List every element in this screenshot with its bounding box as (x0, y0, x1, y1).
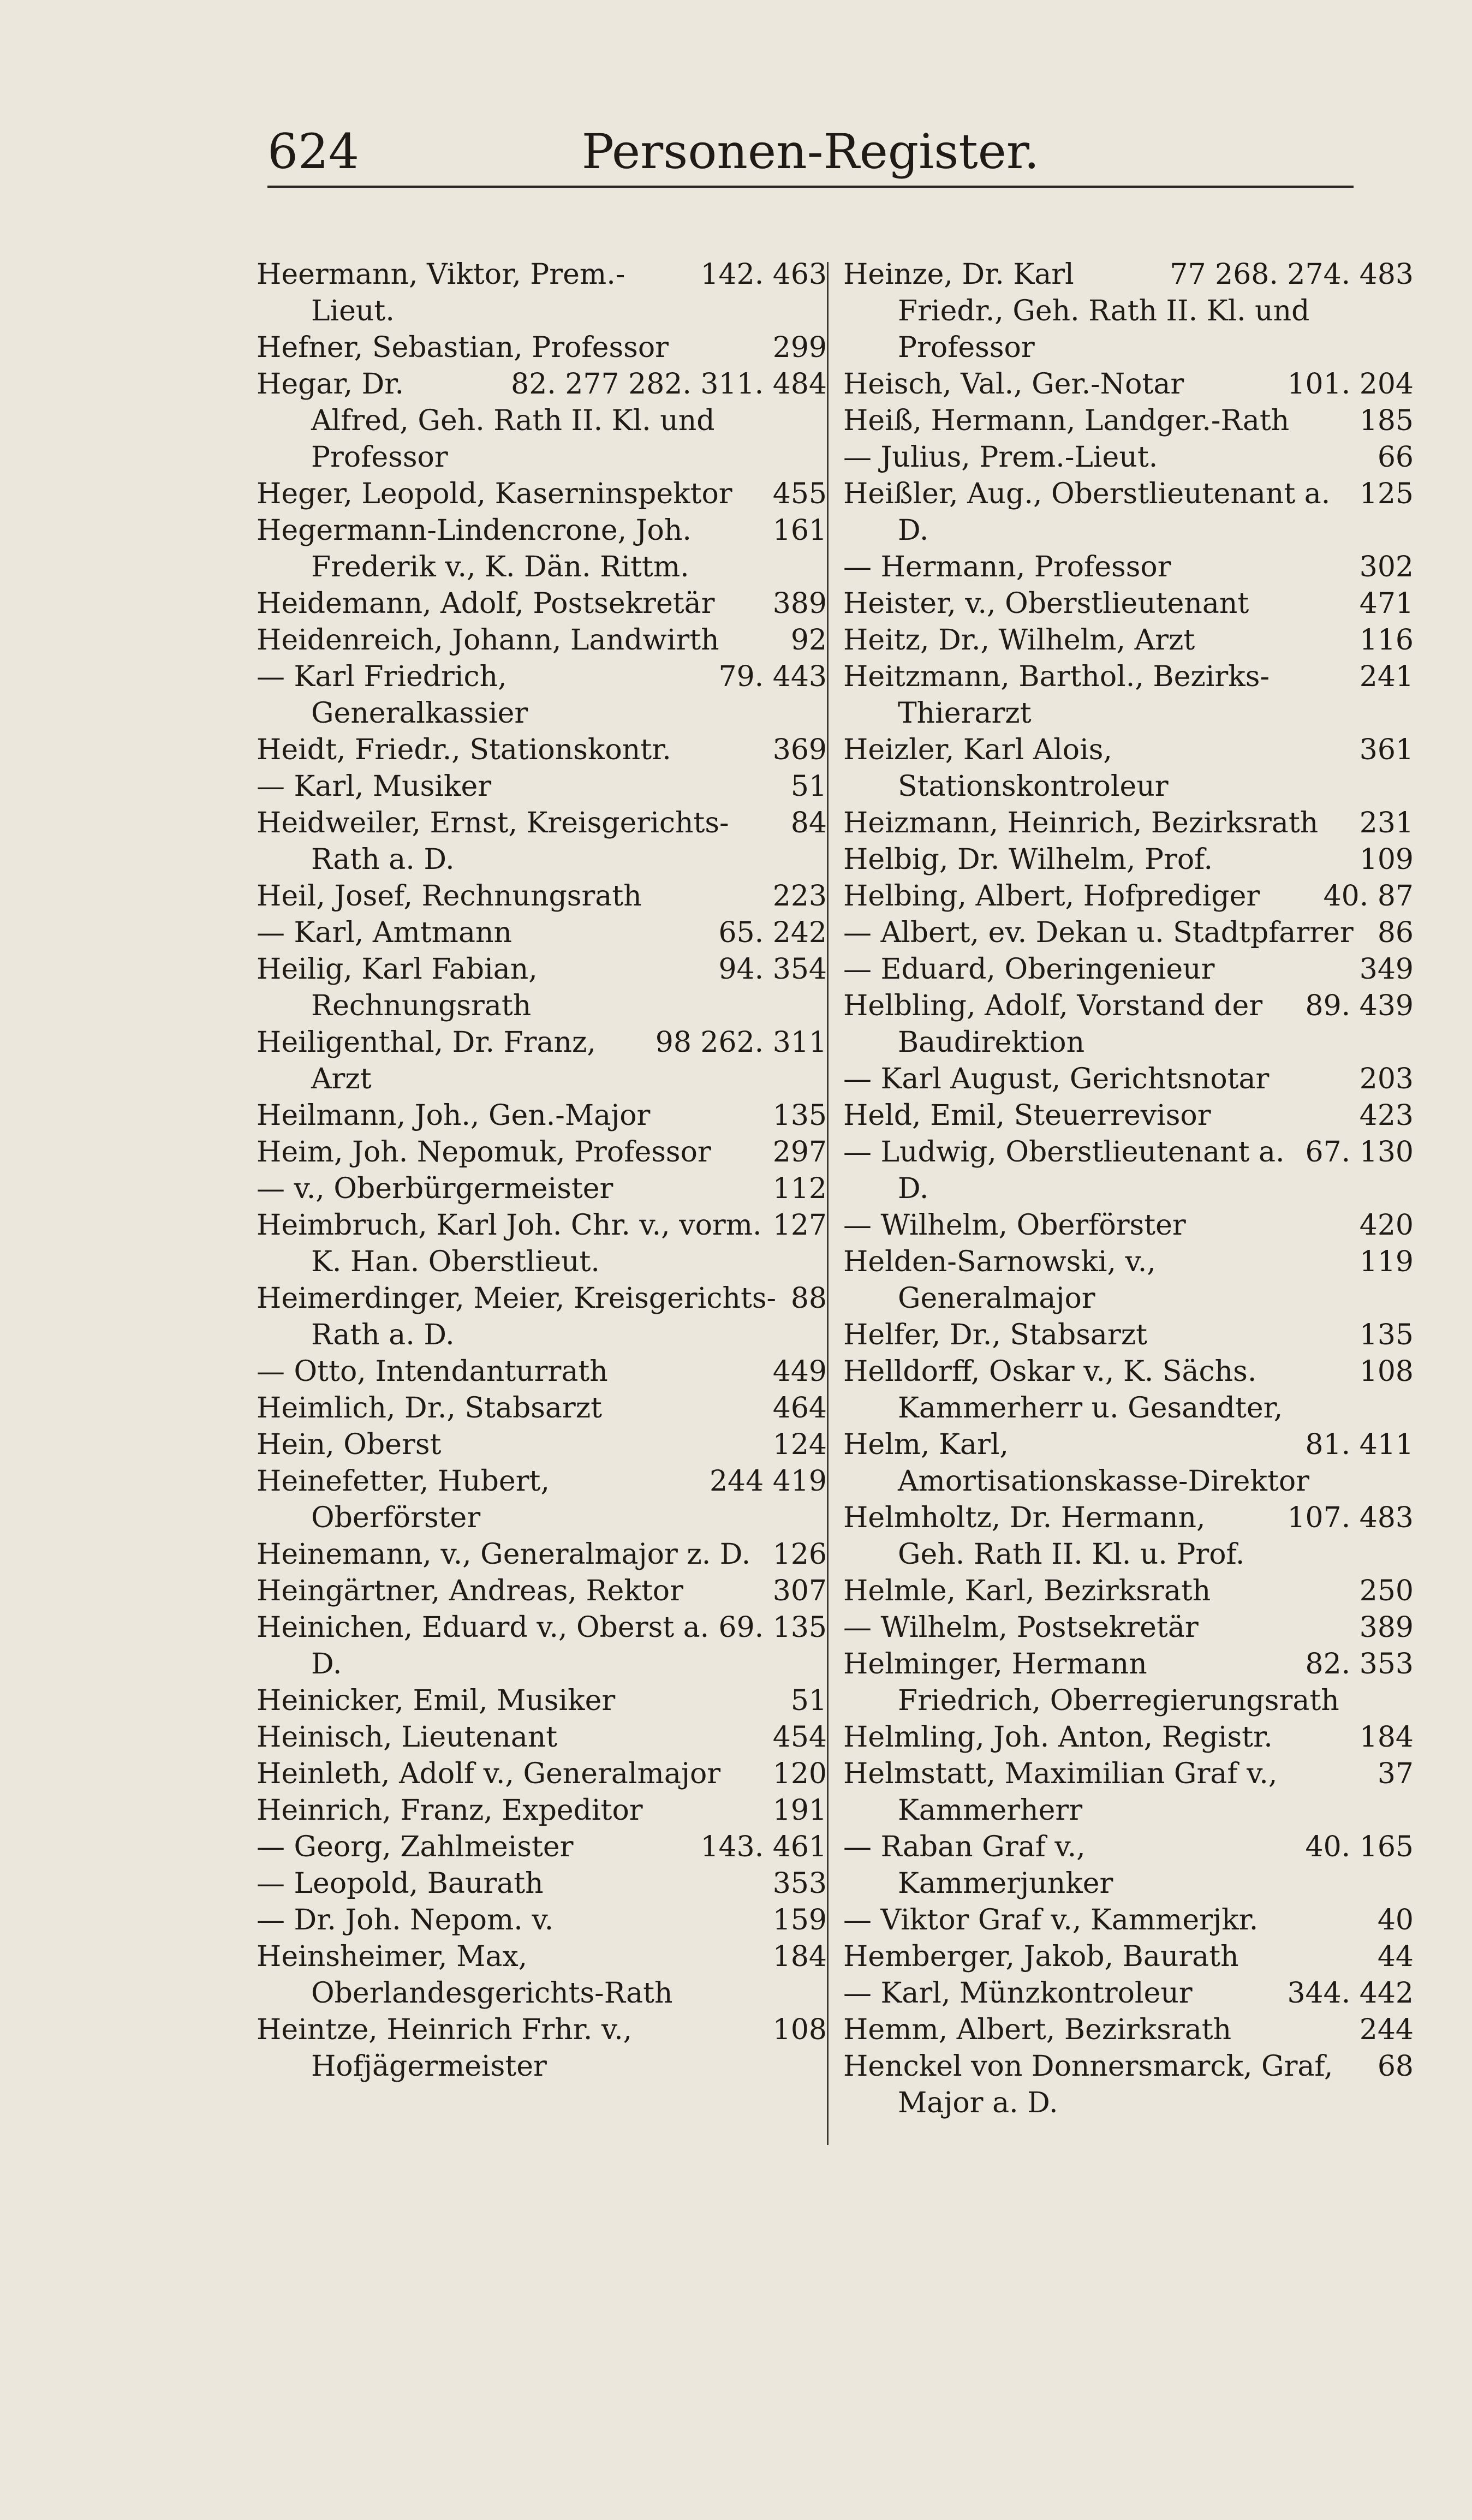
index-entry (257, 476, 827, 513)
entry-name: Held, Emil, Steuerrevisor (843, 1099, 1211, 1132)
entry-name: Helbing, Albert, Hofprediger (843, 880, 1260, 913)
page-number: 624 (267, 123, 359, 180)
index-entry (257, 659, 827, 732)
index-entry (843, 2012, 1414, 2048)
index-entry (257, 768, 827, 805)
entry-name: Heimbruch, Karl Joh. Chr. v., vorm. K. Han. Oberstlieut. (257, 1209, 762, 1278)
entry-name: Heinze, Dr. Karl Friedr., Geh. Rath II. Kl. und Professor (843, 258, 1310, 364)
entry-pages: 86 (1377, 916, 1414, 949)
index-entry (843, 1098, 1414, 1134)
entry-pages: 349 (1359, 953, 1414, 986)
index-entry (843, 622, 1414, 659)
index-entry (843, 1244, 1414, 1317)
entry-pages: 120 (772, 1758, 827, 1790)
entry-name: Heil, Josef, Rechnungsrath (257, 880, 642, 913)
index-entry (843, 1829, 1414, 1902)
entry-name: Hemm, Albert, Bezirksrath (843, 2013, 1232, 2046)
index-entry (257, 1866, 827, 1902)
entry-name: Heinisch, Lieutenant (257, 1721, 558, 1754)
entry-pages: 40 (1377, 1904, 1414, 1937)
entry-name: — Wilhelm, Oberförster (843, 1209, 1186, 1242)
index-entry (843, 988, 1414, 1061)
entry-name: Helmstatt, Maximilian Graf v., Kammerherr (843, 1758, 1278, 1827)
entry-pages: 389 (1359, 1611, 1414, 1644)
index-entry (257, 330, 827, 366)
entry-name: — Karl Friedrich, Generalkassier (257, 660, 528, 730)
entry-name: Heitz, Dr., Wilhelm, Arzt (843, 624, 1195, 657)
entry-pages: 116 (1359, 624, 1414, 657)
entry-pages: 369 (772, 734, 827, 766)
index-entry (257, 1390, 827, 1427)
entry-name: — Georg, Zahlmeister (257, 1831, 574, 1863)
entry-name: Heidweiler, Ernst, Kreisgerichts-Rath a. D. (257, 807, 729, 876)
index-entry (843, 1500, 1414, 1573)
index-entry (257, 1098, 827, 1134)
entry-name: Heitzmann, Barthol., Bezirks-Thierarzt (843, 660, 1270, 730)
index-entry (257, 1719, 827, 1756)
index-entry (257, 805, 827, 878)
entry-pages: 185 (1359, 404, 1414, 437)
entry-pages: 65. 242 (718, 916, 827, 949)
entry-pages: 307 (772, 1575, 827, 1607)
entry-pages: 119 (1359, 1246, 1414, 1278)
index-entry (257, 366, 827, 476)
index-column-right (843, 257, 1414, 2483)
entry-name: Helldorff, Oskar v., K. Sächs. Kammerherr u. Gesandter, (843, 1355, 1283, 1425)
entry-pages: 82. 277 282. 311. 484 (511, 368, 827, 401)
entry-pages: 423 (1359, 1099, 1414, 1132)
entry-pages: 84 (790, 807, 827, 839)
index-entry (843, 403, 1414, 439)
index-entry (843, 842, 1414, 878)
entry-pages: 159 (772, 1904, 827, 1937)
entry-pages: 51 (790, 1684, 827, 1717)
entry-name: — Eduard, Oberingenieur (843, 953, 1215, 986)
entry-name: Heidt, Friedr., Stationskontr. (257, 734, 671, 766)
entry-pages: 297 (772, 1136, 827, 1169)
index-entry (257, 1756, 827, 1792)
entry-name: — Otto, Intendanturrath (257, 1355, 608, 1388)
index-entry (843, 366, 1414, 403)
entry-name: Heilmann, Joh., Gen.-Major (257, 1099, 651, 1132)
entry-name: Heinemann, v., Generalmajor z. D. (257, 1538, 751, 1571)
index-entry (257, 622, 827, 659)
entry-pages: 66 (1377, 441, 1414, 474)
entry-pages: 161 (772, 514, 827, 547)
entry-name: — v., Oberbürgermeister (257, 1172, 613, 1205)
entry-name: — Albert, ev. Dekan u. Stadtpfarrer (843, 916, 1354, 949)
entry-pages: 40. 87 (1323, 880, 1414, 913)
entry-pages: 353 (772, 1867, 827, 1900)
index-entry (843, 1134, 1414, 1207)
entry-pages: 125 (1359, 478, 1414, 510)
index-entry (843, 1207, 1414, 1244)
entry-pages: 69. 135 (718, 1611, 827, 1644)
entry-name: — Leopold, Baurath (257, 1867, 544, 1900)
entry-name: Heidemann, Adolf, Postsekretär (257, 587, 715, 620)
entry-name: Heißler, Aug., Oberstlieutenant a. D. (843, 478, 1331, 547)
entry-pages: 68 (1377, 2050, 1414, 2083)
column-divider (827, 262, 829, 2145)
entry-pages: 191 (772, 1794, 827, 1827)
index-entry (843, 1061, 1414, 1098)
entry-pages: 449 (772, 1355, 827, 1388)
entry-pages: 361 (1359, 734, 1414, 766)
page-header (267, 124, 1354, 184)
entry-name: Heingärtner, Andreas, Rektor (257, 1575, 683, 1607)
entry-pages: 143. 461 (700, 1831, 827, 1863)
entry-pages: 82. 353 (1305, 1648, 1414, 1681)
entry-name: Hefner, Sebastian, Professor (257, 331, 669, 364)
entry-name: Heisch, Val., Ger.-Notar (843, 368, 1184, 401)
index-entry (257, 1792, 827, 1829)
entry-pages: 244 (1359, 2013, 1414, 2046)
index-entry (843, 659, 1414, 732)
index-entry (257, 1610, 827, 1683)
entry-pages: 471 (1359, 587, 1414, 620)
entry-pages: 464 (772, 1392, 827, 1425)
index-entry (843, 1317, 1414, 1354)
entry-name: Heim, Joh. Nepomuk, Professor (257, 1136, 711, 1169)
entry-name: — Julius, Prem.-Lieut. (843, 441, 1158, 474)
index-entry (843, 1646, 1414, 1719)
entry-pages: 250 (1359, 1575, 1414, 1607)
entry-pages: 88 (790, 1282, 827, 1315)
entry-pages: 89. 439 (1305, 990, 1414, 1022)
index-entry (257, 1024, 827, 1098)
index-entry (257, 1463, 827, 1536)
entry-name: — Ludwig, Oberstlieutenant a. D. (843, 1136, 1285, 1205)
index-entry (843, 439, 1414, 476)
index-entry (257, 513, 827, 586)
entry-pages: 108 (772, 2013, 827, 2046)
entry-pages: 223 (772, 880, 827, 913)
entry-name: Heimerdinger, Meier, Kreisgerichts-Rath a. D. (257, 1282, 777, 1351)
index-entry (257, 1902, 827, 1939)
entry-pages: 92 (790, 624, 827, 657)
entry-pages: 231 (1359, 807, 1414, 839)
index-column-left (257, 257, 827, 2483)
index-entry (843, 476, 1414, 549)
entry-name: Heiß, Hermann, Landger.-Rath (843, 404, 1290, 437)
entry-name: Heiligenthal, Dr. Franz, Arzt (257, 1026, 596, 1095)
index-entry (257, 1171, 827, 1207)
entry-name: Helm, Karl, Amortisationskasse-Direktor (843, 1428, 1309, 1498)
entry-name: — Dr. Joh. Nepom. v. (257, 1904, 554, 1937)
entry-pages: 244 419 (709, 1465, 827, 1498)
index-entry (843, 257, 1414, 366)
index-entry (843, 2048, 1414, 2122)
entry-name: — Karl August, Gerichtsnotar (843, 1063, 1270, 1095)
entry-pages: 40. 165 (1305, 1831, 1414, 1863)
index-entry (257, 1829, 827, 1866)
entry-pages: 51 (790, 770, 827, 803)
entry-pages: 135 (1359, 1319, 1414, 1351)
entry-pages: 203 (1359, 1063, 1414, 1095)
index-entry (257, 1427, 827, 1463)
index-entry (843, 1902, 1414, 1939)
index-entry (257, 1683, 827, 1719)
entry-pages: 184 (772, 1940, 827, 1973)
entry-name: — Raban Graf v., Kammerjunker (843, 1831, 1113, 1900)
entry-name: Heermann, Viktor, Prem.-Lieut. (257, 258, 625, 327)
entry-name: — Viktor Graf v., Kammerjkr. (843, 1904, 1259, 1937)
entry-name: Hein, Oberst (257, 1428, 442, 1461)
entry-pages: 389 (772, 587, 827, 620)
index-entry (843, 878, 1414, 915)
index-entry (843, 805, 1414, 842)
entry-pages: 98 262. 311 (655, 1026, 827, 1059)
index-entry (257, 1134, 827, 1171)
entry-name: Heintze, Heinrich Frhr. v., Hofjägermeister (257, 2013, 633, 2083)
entry-pages: 455 (772, 478, 827, 510)
entry-name: Helden-Sarnowski, v., Generalmajor (843, 1246, 1156, 1315)
entry-pages: 81. 411 (1305, 1428, 1414, 1461)
index-entry (257, 1280, 827, 1354)
entry-pages: 77 268. 274. 483 (1170, 258, 1414, 291)
index-entry (843, 549, 1414, 586)
entry-pages: 107. 483 (1287, 1502, 1414, 1534)
entry-name: Helmholtz, Dr. Hermann, Geh. Rath II. Kl. u. Prof. (843, 1502, 1245, 1571)
entry-pages: 94. 354 (718, 953, 827, 986)
entry-pages: 299 (772, 331, 827, 364)
entry-name: Heimlich, Dr., Stabsarzt (257, 1392, 603, 1425)
entry-name: Hegermann-Lindencrone, Joh. Frederik v., K. Dän. Rittm. (257, 514, 692, 583)
entry-name: Heizmann, Heinrich, Bezirksrath (843, 807, 1319, 839)
entry-name: Heinicker, Emil, Musiker (257, 1684, 616, 1717)
index-entry (843, 586, 1414, 622)
entry-pages: 112 (772, 1172, 827, 1205)
index-entry (257, 915, 827, 951)
running-title: Personen-Register. (581, 123, 1040, 180)
entry-name: Heger, Leopold, Kaserninspektor (257, 478, 732, 510)
index-entry (843, 1427, 1414, 1500)
entry-pages: 302 (1359, 551, 1414, 583)
entry-name: Hemberger, Jakob, Baurath (843, 1940, 1239, 1973)
entry-pages: 127 (772, 1209, 827, 1242)
entry-name: Heizler, Karl Alois, Stationskontroleur (843, 734, 1169, 803)
entry-name: Heister, v., Oberstlieutenant (843, 587, 1249, 620)
entry-pages: 135 (772, 1099, 827, 1132)
index-entry (257, 257, 827, 330)
entry-pages: 420 (1359, 1209, 1414, 1242)
entry-pages: 124 (772, 1428, 827, 1461)
index-entry (257, 1573, 827, 1610)
entry-name: Helfer, Dr., Stabsarzt (843, 1319, 1148, 1351)
entry-name: — Hermann, Professor (843, 551, 1171, 583)
header-rule (267, 186, 1354, 188)
index-entry (843, 732, 1414, 805)
entry-name: Helmling, Joh. Anton, Registr. (843, 1721, 1273, 1754)
entry-pages: 184 (1359, 1721, 1414, 1754)
entry-name: Helminger, Hermann Friedrich, Oberregierungsrath (843, 1648, 1339, 1717)
entry-name: Heidenreich, Johann, Landwirth (257, 624, 719, 657)
index-entry (843, 1975, 1414, 2012)
entry-pages: 241 (1359, 660, 1414, 693)
entry-name: Helmle, Karl, Bezirksrath (843, 1575, 1211, 1607)
index-entry (257, 1536, 827, 1573)
index-entry (843, 1610, 1414, 1646)
index-entry (843, 1354, 1414, 1427)
entry-pages: 108 (1359, 1355, 1414, 1388)
entry-name: Henckel von Donnersmarck, Graf, Major a. D. (843, 2050, 1333, 2119)
entry-pages: 454 (772, 1721, 827, 1754)
entry-pages: 44 (1377, 1940, 1414, 1973)
entry-name: Heinefetter, Hubert, Oberförster (257, 1465, 550, 1534)
entry-name: Heinleth, Adolf v., Generalmajor (257, 1758, 721, 1790)
index-entry (257, 1354, 827, 1390)
entry-name: — Karl, Musiker (257, 770, 492, 803)
entry-name: Heilig, Karl Fabian, Rechnungsrath (257, 953, 538, 1022)
index-entry (257, 878, 827, 915)
entry-pages: 126 (772, 1538, 827, 1571)
index-entry (257, 951, 827, 1024)
index-entry (843, 1573, 1414, 1610)
entry-pages: 67. 130 (1305, 1136, 1414, 1169)
entry-name: — Karl, Münzkontroleur (843, 1977, 1193, 2010)
entry-name: — Wilhelm, Postsekretär (843, 1611, 1199, 1644)
entry-pages: 101. 204 (1287, 368, 1414, 401)
index-entry (257, 732, 827, 768)
entry-pages: 79. 443 (718, 660, 827, 693)
index-entry (257, 1939, 827, 2012)
index-entry (257, 586, 827, 622)
index-entry (843, 915, 1414, 951)
entry-pages: 109 (1359, 843, 1414, 876)
index-entry (257, 2012, 827, 2085)
entry-name: Helbig, Dr. Wilhelm, Prof. (843, 843, 1213, 876)
entry-name: — Karl, Amtmann (257, 916, 512, 949)
index-entry (843, 951, 1414, 988)
entry-pages: 142. 463 (700, 258, 827, 291)
entry-name: Heinsheimer, Max, Oberlandesgerichts-Rath (257, 1940, 673, 2010)
index-entry (257, 1207, 827, 1280)
entry-name: Hegar, Dr. Alfred, Geh. Rath II. Kl. und Professor (257, 368, 715, 474)
entry-name: Heinrich, Franz, Expeditor (257, 1794, 643, 1827)
index-entry (843, 1756, 1414, 1829)
entry-pages: 37 (1377, 1758, 1414, 1790)
index-entry (843, 1719, 1414, 1756)
entry-pages: 344. 442 (1287, 1977, 1414, 2010)
entry-name: Helbling, Adolf, Vorstand der Baudirektion (843, 990, 1263, 1059)
index-entry (843, 1939, 1414, 1975)
entry-name: Heinichen, Eduard v., Oberst a. D. (257, 1611, 710, 1681)
